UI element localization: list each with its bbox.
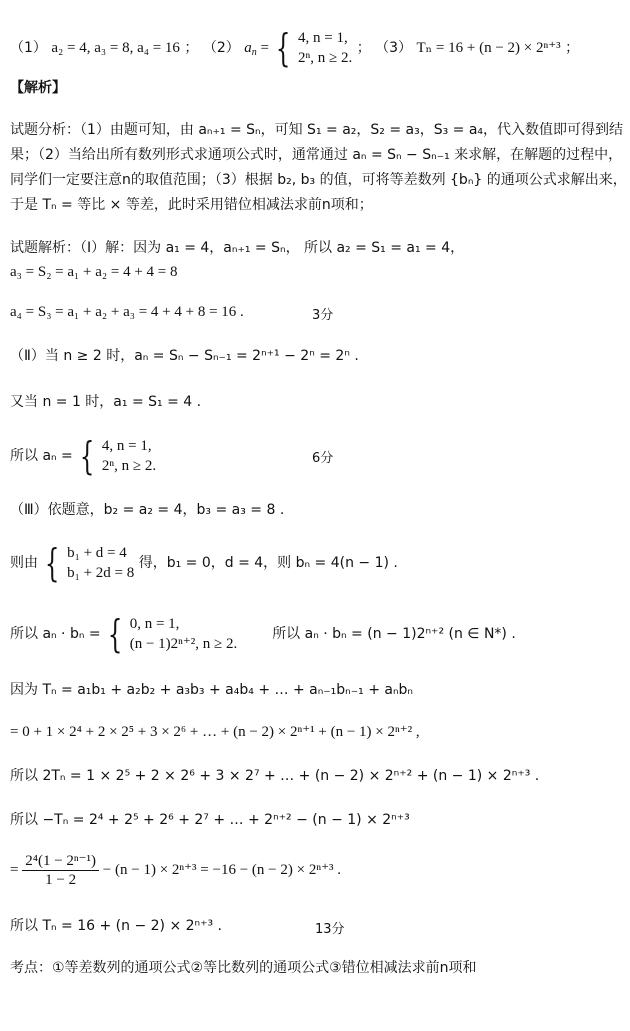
solution-line-13: 所以 −Tₙ = 2⁴ + 2⁵ + 2⁶ + 2⁷ + … + 2ⁿ⁺² − (n − 1) × 2ⁿ⁺³ xyxy=(10,812,410,828)
answer-line xyxy=(10,28,579,68)
answer-part2-cases xyxy=(298,28,352,68)
analysis-line-4: 于是 Tₙ = 等比 × 等差，此时采用错位相减法求前n项和； xyxy=(10,197,373,213)
solution-an-case-2: 2ⁿ, n ≥ 2. xyxy=(101,458,157,474)
answer-case-2: 2ⁿ, n ≥ 2. xyxy=(298,50,353,66)
solution-line-1: 试题解析：（Ⅰ）解：因为 a₁ = 4，aₙ₊₁ = Sₙ， 所以 a₂ = S₁ = a₁ = 4， xyxy=(10,240,465,256)
solution-line-10: 因为 Tₙ = a₁b₁ + a₂b₂ + a₃b₃ + a₄b₄ + … + aₙ₋₁bₙ₋₁ + aₙbₙ xyxy=(10,682,414,698)
solution-line-7: （Ⅲ）依题意，b₂ = a₂ = 4，b₃ = a₃ = 8 . xyxy=(10,502,285,518)
solution-line-8 xyxy=(10,543,398,583)
solution-line-3: a₄ = S₃ = a₁ + a₂ + a₃ = 4 + 4 + 8 = 16 . xyxy=(10,304,244,320)
solution-anbn-cases xyxy=(130,614,238,654)
left-brace-icon: { xyxy=(107,612,123,656)
solution-line-4: （Ⅱ）当 n ≥ 2 时，aₙ = Sₙ − Sₙ₋₁ = 2ⁿ⁺¹ − 2ⁿ = 2ⁿ . xyxy=(10,348,359,364)
score-13: 13分 xyxy=(315,922,345,937)
solution-anbn-case-2: (n − 1)2ⁿ⁺², n ≥ 2. xyxy=(129,636,238,652)
solution-system-eq-1: b₁ + d = 4 xyxy=(67,545,127,561)
answer-case-1: 4, n = 1, xyxy=(298,30,348,46)
left-brace-icon: { xyxy=(276,26,291,70)
answer-part3-label: （3） xyxy=(375,40,413,56)
analysis-line-3: 同学们一定要注意n的取值范围；（3）根据 b₂, b₃ 的值，可将等差数列 {bₙ} 的通项公式求解出来， xyxy=(10,172,627,188)
answer-sep3: ； xyxy=(565,40,580,56)
left-brace-icon: { xyxy=(80,434,95,478)
solution-line-14 xyxy=(10,852,341,889)
solution-an-prefix: 所以 aₙ = xyxy=(10,448,73,464)
analysis-label: 试题分析： xyxy=(10,122,80,138)
jiexi-title: 【解析】 xyxy=(10,80,66,96)
solution-eq-sign: = xyxy=(10,861,19,878)
solution-line-14-rest: − (n − 1) × 2ⁿ⁺³ = −16 − (n − 2) × 2ⁿ⁺³ . xyxy=(102,861,341,878)
solution-anbn-case-1: 0, n = 1, xyxy=(129,616,180,632)
solution-line-6 xyxy=(10,436,156,476)
answer-part1-label: （1） xyxy=(10,40,47,56)
solution-line-11: = 0 + 1 × 2⁴ + 2 × 2⁵ + 3 × 2⁶ + … + (n − 2) × 2ⁿ⁺¹ + (n − 1) × 2ⁿ⁺² , xyxy=(10,724,420,740)
analysis-text-1: （1）由题可知，由 aₙ₊₁ = Sₙ，可知 S₁ = a₂，S₂ = a₃，S₃ = a₄，代入数值即可得到结 xyxy=(80,122,624,138)
answer-part2-label: （2） xyxy=(202,40,240,56)
analysis-line-2: 果；（2）当给出所有数列形式求通项公式时，通常通过 aₙ = Sₙ − Sₙ₋₁ 来求解，在解题的过程中， xyxy=(10,147,623,163)
score-3: 3分 xyxy=(312,308,334,323)
solution-system-suffix: 得，b₁ = 0，d = 4，则 bₙ = 4(n − 1) . xyxy=(138,555,398,571)
answer-part1-math: a₂ = 4, a₃ = 8, a₄ = 16 xyxy=(51,40,180,56)
solution-an-cases xyxy=(102,436,156,476)
solution-anbn-prefix: 所以 aₙ · bₙ = xyxy=(10,626,101,642)
solution-fraction xyxy=(22,852,99,889)
answer-part3-math: Tₙ = 16 + (n − 2) × 2ⁿ⁺³ xyxy=(416,40,561,56)
solution-line-12: 所以 2Tₙ = 1 × 2⁵ + 2 × 2⁶ + 3 × 2⁷ + … + (n − 2) × 2ⁿ⁺² + (n − 1) × 2ⁿ⁺³ . xyxy=(10,768,540,784)
answer-part2-an: $a_n$ = xyxy=(244,40,269,58)
solution-line-15: 所以 Tₙ = 16 + (n − 2) × 2ⁿ⁺³ . xyxy=(10,918,223,934)
solution-line-5: 又当 n = 1 时，a₁ = S₁ = 4 . xyxy=(10,394,202,410)
solution-an-case-1: 4, n = 1, xyxy=(101,438,152,454)
solution-line-2: a₃ = S₂ = a₁ + a₂ = 4 + 4 = 8 xyxy=(10,264,178,280)
solution-system-eq-2: b₁ + 2d = 8 xyxy=(67,565,135,581)
solution-system xyxy=(67,543,134,583)
analysis-line-1 xyxy=(10,120,623,140)
left-brace-icon: { xyxy=(45,541,60,585)
answer-sep1: ； xyxy=(184,40,199,56)
fraction-numerator: 2⁴(1 − 2ⁿ⁻¹) xyxy=(22,852,99,871)
answer-sep2: ； xyxy=(356,40,371,56)
solution-anbn-suffix: 所以 aₙ · bₙ = (n − 1)2ⁿ⁺² (n ∈ N*) . xyxy=(272,626,516,642)
kaodian-line: 考点：①等差数列的通项公式②等比数列的通项公式③错位相减法求前n项和 xyxy=(10,960,477,976)
solution-system-prefix: 则由 xyxy=(10,555,38,571)
solution-line-9 xyxy=(10,614,516,654)
score-6: 6分 xyxy=(312,451,334,466)
fraction-denominator: 1 − 2 xyxy=(45,872,77,888)
